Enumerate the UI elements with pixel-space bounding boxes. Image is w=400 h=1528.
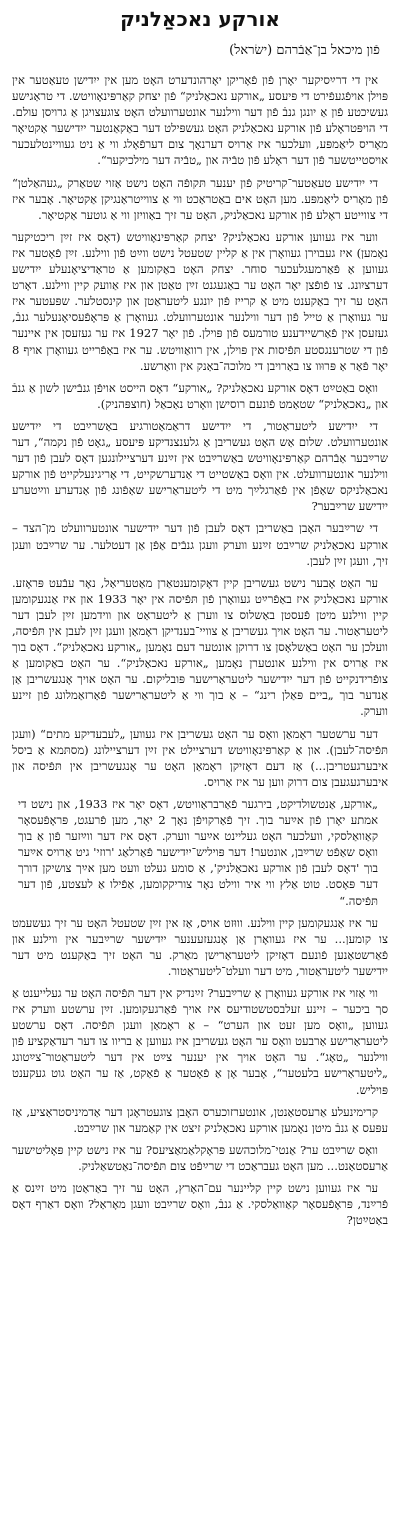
paragraph: וואָס באַטײַט דאָס אורקע נאכאַלניק? „אורקע“ דאָס הייסט אויפֿן גנבֿישן לשון אַ גנבֿ און „נאכאַלניק“ שטאַמט פֿונעם רוסישן וואָרט נאַכאַל (חוצפּהניק). — [12, 380, 388, 411]
paragraph: ווי אַזוי איז אורקע געוואָרן אַ שרײַבער? זײַנדיק אין דער תּפֿיסה האָט ער געלייענט אַ סך ביכער – זיינע זעלבסטשטודיעס איז אויך פֿאַרגעקומען. זײַן ערשטע ווערק איז געווען „וואָס מען זעט און הערט“ – אַ ראָמאַן וועגן תּפֿיסה. דאָס ערשטע ליטעראַרישע אַרבעט וואָס ער האָט געשריבן איז געווען אַ בריוו צו דער רעדאַקציע פֿון ווילנער „טאָג“. ער האָט אויך אין יענער צײַט אין דער ליטעראַטור־צײַטונג „ליטעראַרישע בלעטער“, אָבער אָן אַ פֿאָטער אַ פֿאַקט, אַז ער האָט גוט געקענט פּויליש. — [12, 985, 388, 1097]
paragraph: ער איז געווען נישט קיין קליינער עם־האָרץ, האָט ער זיך באַראַטן מיט זײַנס אַ פֿרײַנד, פּראָפֿעסאָר קאַוואַלסקי. אַ גנבֿ, וואָס שרײַבט וועגן מאָראַל? וואָס דאַרף דאָס באַטײַטן? — [12, 1181, 388, 1228]
paragraph: וואָס שרײַבט ער? אַנטי־מלוכהשע פּראָקלאַמאַציעס? ער איז נישט קיין פּאָליטישער אַרעסטאַנט... מען האָט געבראַכט די שרײַפֿט צום תּפֿיסה־נאַטשאַלניק. — [12, 1142, 388, 1173]
paragraph: אין די דרײַסיקער יאָרן פֿון פֿאָריקן יאָרהונדערט האָט מען אין ייִדישן טעאַטער אין פּוילן אויפֿגעפֿירט די פּיעסע „אורקע נאכאַלניק“ פֿון יצחק קאַרפּינאָוויטש. די טראַגישע געשיכטע פֿון אַ יונגן גנבֿ פֿון דער ווילנער אונטערוועלט האָט צוגעצויגן אַ גרויסן עולם. די הויפּטראָלע פֿון אורקע נאכאַלניק האָט געשפּילט דער באַקאַנטער ייִדישער אַקטיאָר מאָריס ליאַמפּע, וועלכער איז אַרויס דערנאָך צום דערפֿאָלג ווי אַ ניט געוויינטלעכער אויסטייטשער פֿון דער ראָלע פֿון טבֿיה און „טבֿיה דער מילכיקער“. — [12, 73, 388, 168]
paragraph: ווער איז געווען אורקע נאכאַלניק? יצחק קאַרפּינאָוויטש (דאָס איז זײַן ריכטיקער נאָמען) איז געבוירן געוואָרן אין אַ קליין שטעטל נישט ווײַט פֿון ווילנע. זײַן פֿאָטער איז געווען אַ פֿאַרמעגלעכער סוחר. יצחק האָט באַקומען אַ טראַדיציאָנעלע ייִדישע דערציִונג. צו פֿופֿצן יאָר האָט ער באַגעגנט זײַן טאַטן און איז אַוועק קיין ווילנע. דאָרט האָט ער זיך באַקענט מיט אַ קרייז פֿון יונגע ליטעראַטן און קינסטלער. שפּעטער איז ער געוואָרן אַ טייל פֿון דער ווילנער אונטערוועלט. געוואָרן אַ פּראָפֿעסיאָנעלער גנבֿ, געזעסן אין פֿאַרשיידענע טורמעס פֿון פּוילן. פֿון יאָר 1927 איז ער געזעסן אין איינער פֿון די שטרענגסטע תּפֿיסות אין פּוילן, אין רוואַוויטש. ער איז באַפֿרייט געוואָרן אויף 8 יאָר פֿאַר אַ פּרוּוו צו באַרויבן די מלוכה־באַנק אין וואַרשע. — [12, 229, 388, 373]
paragraph: די ייִדישע ליטעראַטור, די ייִדישע דראַמאַטורגיע באַשרײַבט די ייִדישע אונטערוועלט. שלום אַש האָט געשריבן אַ גלענצנדיקע פּיעסע „גאָט פֿון נקמה“, דער שרײַבער אַבֿרהם קאַרפּינאָוויטש באַשרײַבט אין זײַנע דערציילונגען דאָס לעבן פֿון דער ווילנער אונטערוועלט. אין וואָס באַשטייט די אַנדערשקייט, די אָריגינעלקייט פֿון אורקע נאכאַלניקס שאַפֿן אין פֿאַרגלײַך מיט די ליטעראַרישע שאַפֿונג פֿון אַנדערע ווײַטערע ייִדישע שרײַבער? — [12, 418, 388, 514]
paragraph: דער ערשטער ראָמאַן וואָס ער האָט געשריבן איז געווען „לעבעדיקע מתים“ (וועגן תּפֿיסה־לעבן). און אַ קאַרפּינאָוויטש דערציילט אין זײַן דערציילונג (מסתּמא אַ ביסל איבערגעטריבן...) אַז דעם דאָזיקן ראָמאַן האָט ער אָנגעשריבן אין תּפֿיסה און איבערגעגעבן צום דרוק ווען ער איז אַרויס. — [12, 726, 388, 789]
paragraph: די ייִדישע טעאַטער־קריטיק פֿון יענער תּקופֿה האָט נישט אַזוי שטאַרק „געהאַלטן“ פֿון מאָריס ליאַמפּע. מען האָט אים באַטראַכט ווי אַ צווייטראַנגיקן אַקטיאָר. אָבער איז די צווייטע ראָלע פֿון אורקע נאכאַלניק, האָט ער זיך באַוויזן ווי אַ גוטער אַקטיאָר. — [12, 175, 388, 222]
article-byline: פֿון מיכאל בן־אַבֿרהם (ישׂראל) — [229, 43, 380, 58]
quoted-letter: „אורקע, אַנטשולדיקט, בירגער פֿאַרבראַוויטש, דאָס יאָר איז 1933, און נישט די אמתע יאָרן פֿון אײַער בוך. זיך פֿאַרקויפֿן נאָך 2 יאָר, מען פֿרעגט, פּראָפֿעסאָר קאַוואַלסקי, וועלכער האָט געליינט אײַער ווערק. דאָס איז דער ווײַזער פֿון אַ בוך וואָס שאַפֿט שרײַבן, אונטער! דער פּויליש־ייִדישער פֿאַרלאַג 'רוזי' גיט אַרויס אײַער בוך 'דאָס לעבן פֿון אורקע נאכאַלניק', אַ סומע געלט וועט מען אײַך צושיקן דורך דער פּאָסט. טוט אַלץ ווי איר ווילט נאָר צוריקקומען, אַפֿילו אַ לעצטע, פֿון דער תּפֿיסה.“ — [18, 796, 378, 908]
paragraph: די שרײַבער האָבן באַשריבן דאָס לעבן פֿון דער ייִדישער אונטערוועלט מן־הצד – אורקע נאכאַלניק שרײַבט זײַנע ווערק וועגן גנבֿים אַפֿן אַן דעטלער. ער שרײַבט וועגן זיך, וועגן זײַן לעבן. — [12, 521, 388, 568]
paragraph: ער האָט אָבער נישט געשריבן קיין דאָקומענטאַרן מאַטעריאַל, נאָר עבֿעט פּראָזע. אורקע נאכאַלניק איז באַפֿרײַט געוואָרן פֿון תּפֿיסה אין יאָר 1933 און איז אַנגעקומען קיין ווילנע מיטן פֿעסטן באַשלוס צו ווערן אַ ליטעראַט און ווידמען זײַן לעבן דער ליטעראַטור. ער האָט אויך געשריבן אַ צוויי־בענדיקן ראָמאַן וועגן זײַן לעבן אין תּפֿיסה, וועלכן ער האָט באַשלאָסן צו דרוקן אונטער דעם נאָמען „אורקע נאכאַלניק“. דאָס בוך איז אַרויס אין ווילנע אונטערן נאָמען „אורקע נאכאַלניק“. ער האָט באַקומען אַ צופֿרידנקייט פֿון דער ייִדישער ליטעראַרישער פּובליקום. ער האָט אויך אָנגעשריבן אַן אַנדער בוך „ביים פּאַלן רינג“ – אַ בוך ווי אַ ליטעראַרישער פֿאַרזאַמלונג פֿון זיינע ווערק. — [12, 575, 388, 719]
article-title: אורקע נאכאַלניק — [120, 7, 280, 31]
paragraph: ער איז אַנגעקומען קיין ווילנע. וווּזט אויס, אַז אין זײַן שטעטל האָט ער זיך געשעמט צו קומען... ער איז געוואָרן אַן אָנגעזעענער ייִדישער שרײַבער אין ווילנע און פֿאַרשטאַנען פֿונעם דאָזיקן ליטעראַרישן מאַרק. ער האָט זיך באַקענט מיט דער ייִדישער ליטעראַטור, מיט דער וועלט־ליטעראַטור. — [12, 915, 388, 978]
paragraph: קרימינעלע אַרעסטאַנטן, אונטערזוכערס האָבן צוגעטראָגן דער אַדמיניסטראַציע, אַז עפּעס אַ גנבֿ מיטן נאָמען אורקע נאכאַלניק זיצט אין קאַמער און שרײַבט. — [12, 1104, 388, 1135]
